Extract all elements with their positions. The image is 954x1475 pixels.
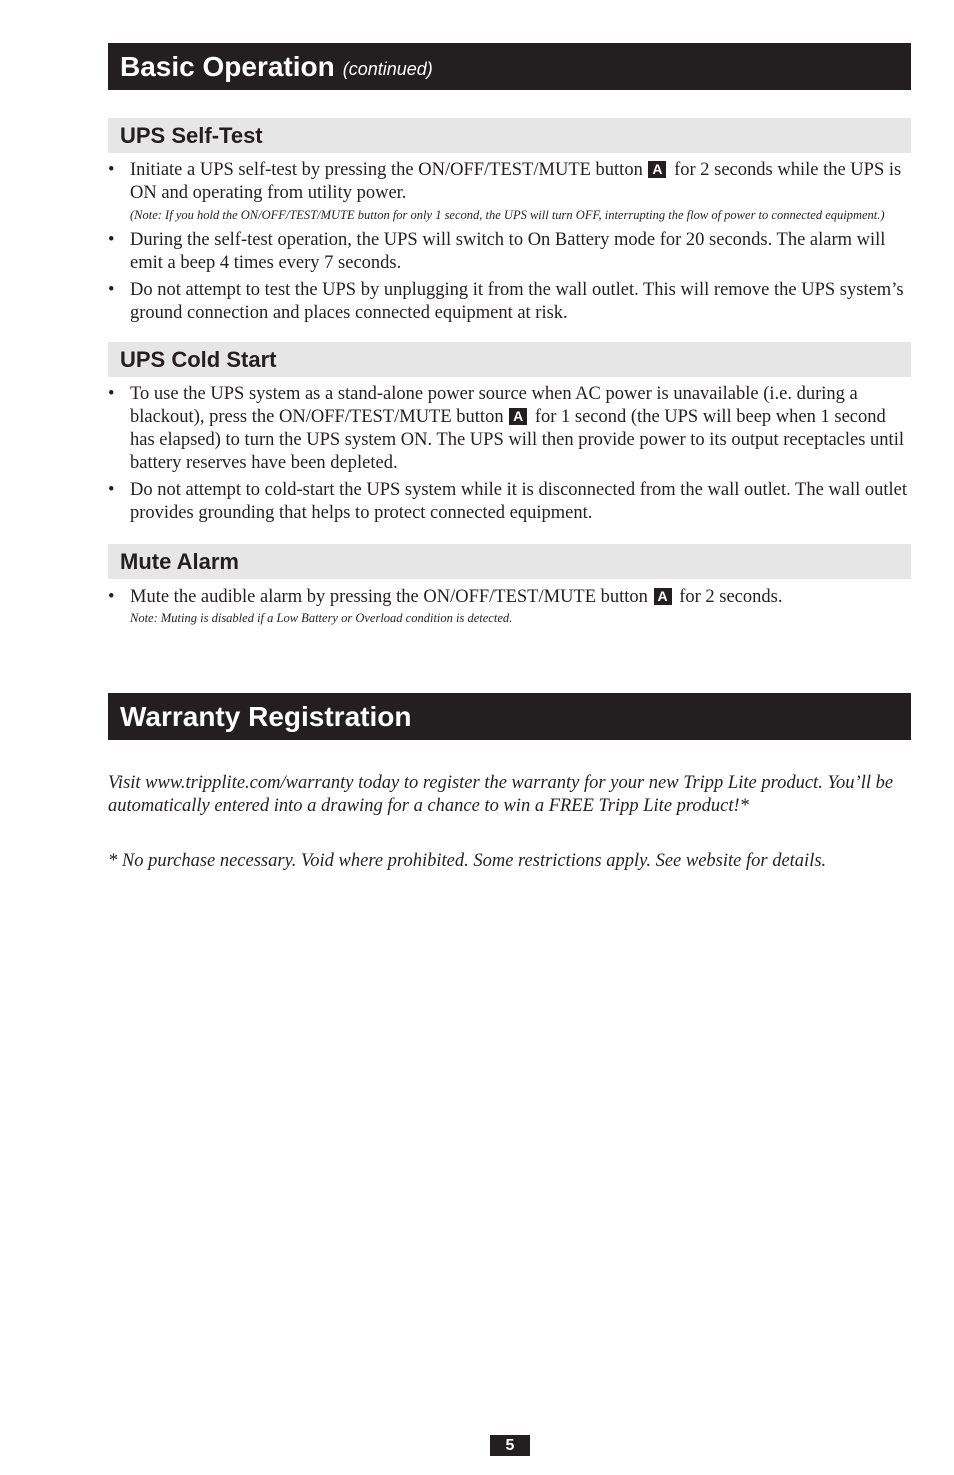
item-text: for 2 seconds while the UPS is ON and operating from utility power. bbox=[130, 160, 902, 203]
list-item bbox=[108, 279, 911, 325]
bullet-mark: • bbox=[108, 230, 115, 250]
item-text: Mute the audible alarm by pressing the ON/OFF/TEST/MUTE button bbox=[130, 587, 648, 607]
warranty-header bbox=[108, 693, 911, 740]
item-text: During the self-test operation, the UPS will switch to On Battery mode for 20 seconds. The alarm will emit a beep 4 times every 7 seconds. bbox=[130, 230, 886, 273]
list-item bbox=[108, 229, 911, 275]
mute-alarm-heading: Mute Alarm bbox=[120, 548, 239, 574]
item-text: Do not attempt to test the UPS by unplugging it from the wall outlet. This will remove the UPS system’s ground connection and places connected equipment at risk. bbox=[130, 280, 904, 323]
item-text: Initiate a UPS self-test by pressing the ON/OFF/TEST/MUTE button bbox=[130, 160, 643, 180]
button-a-icon: A bbox=[648, 161, 666, 178]
bullet-mark: • bbox=[108, 160, 115, 180]
cold-start-list bbox=[108, 383, 911, 525]
basic-operation-header bbox=[108, 43, 911, 90]
mute-alarm-list bbox=[108, 586, 911, 627]
item-note: Note: Muting is disabled if a Low Battery or Overload condition is detected. bbox=[130, 611, 513, 625]
cold-start-header bbox=[108, 342, 911, 377]
list-item bbox=[108, 159, 911, 224]
list-item bbox=[108, 586, 911, 627]
basic-operation-title: Basic Operation bbox=[120, 50, 335, 82]
list-item bbox=[108, 383, 911, 475]
self-test-header bbox=[108, 118, 911, 153]
bullet-mark: • bbox=[108, 280, 115, 300]
page-number: 5 bbox=[490, 1435, 530, 1456]
button-a-icon: A bbox=[509, 408, 527, 425]
warranty-title: Warranty Registration bbox=[120, 700, 412, 732]
button-a-icon: A bbox=[654, 588, 672, 605]
item-text: for 2 seconds. bbox=[679, 587, 783, 607]
bullet-mark: • bbox=[108, 480, 115, 500]
self-test-heading: UPS Self-Test bbox=[120, 122, 263, 148]
mute-alarm-header bbox=[108, 544, 911, 579]
item-text: for 1 second (the UPS will beep when 1 second has elapsed) to turn the UPS system ON. The UPS will then provide power to its output receptacles until battery reserves have been depleted. bbox=[130, 407, 904, 473]
item-note: (Note: If you hold the ON/OFF/TEST/MUTE button for only 1 second, the UPS will turn OFF, interrupting the flow of power to connected equipment.) bbox=[130, 208, 885, 222]
bullet-mark: • bbox=[108, 384, 115, 404]
continued-label: (continued) bbox=[342, 59, 433, 79]
page-content bbox=[108, 43, 911, 873]
warranty-paragraph: Visit www.tripplite.com/warranty today to register the warranty for your new Tripp Lite product. You’ll be automatically entered into a drawing for a chance to win a FREE Tripp Lite product!* bbox=[108, 773, 894, 816]
bullet-mark: • bbox=[108, 587, 115, 607]
warranty-footnote: * No purchase necessary. Void where prohibited. Some restrictions apply. See website for details. bbox=[108, 851, 827, 871]
list-item bbox=[108, 479, 911, 525]
item-text: To use the UPS system as a stand-alone power source when AC power is unavailable (i.e. during a blackout), press the ON/OFF/TEST/MUTE button bbox=[130, 384, 858, 427]
item-text: Do not attempt to cold-start the UPS system while it is disconnected from the wall outlet. The wall outlet provides grounding that helps to protect connected equipment. bbox=[130, 480, 908, 523]
self-test-list bbox=[108, 159, 911, 325]
cold-start-heading: UPS Cold Start bbox=[120, 346, 277, 372]
